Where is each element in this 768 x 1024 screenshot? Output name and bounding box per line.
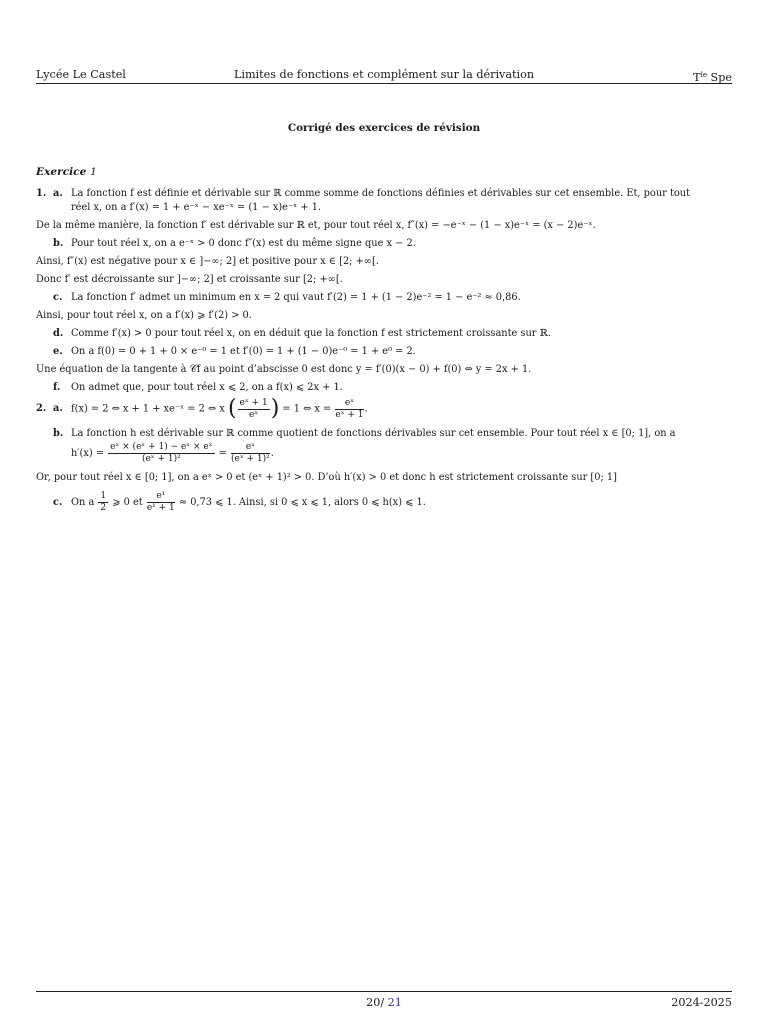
header-school: Lycée Le Castel: [36, 68, 126, 81]
school-year: 2024-2025: [671, 996, 732, 1009]
open-paren: (: [227, 396, 237, 421]
q2-b-line2: h′(x) = $\frac{\text{eˣ × (eˣ + 1) − eˣ × eˣ}}{\text{(eˣ + 1)²}}$ = $\frac{\text{eˣ}}{\text{(eˣ + 1)²}}$ .: [71, 442, 274, 464]
fraction-solution-x: $\frac{\text{eˣ}}{\text{eˣ + 1}}$: [335, 397, 364, 420]
fraction-derivative-h: $\frac{\text{eˣ × (eˣ + 1) − eˣ × eˣ}}{\text{(eˣ + 1)²}}$: [110, 442, 213, 464]
q1-a-line2: réel x, on a f′(x) = 1 + e⁻ˣ − xe⁻ˣ = (1 − x)e⁻ˣ + 1.: [71, 202, 322, 213]
q1-b-line2: Ainsi, f″(x) est négative pour x ∈ ]−∞; 2] et positive pour x ∈ [2; +∞[.: [36, 256, 379, 267]
page-header: [36, 67, 732, 84]
header-class: $T^{le}$ Spe: [693, 71, 732, 84]
fraction-h-of-1: $\frac{\text{e¹}}{\text{e¹ + 1}}$: [146, 491, 175, 513]
page-number: 20/ 21: [366, 996, 402, 1009]
page-title: Corrigé des exercices de révision: [287, 122, 481, 134]
fraction-one-half: $\frac{1}{2}$: [100, 491, 107, 513]
close-paren: ): [270, 396, 280, 421]
q2-b-line3: Or, pour tout réel x ∈ [0; 1], on a eˣ > 0 et (eˣ + 1)² > 0. D’où h′(x) > 0 et donc h est strictement croissante sur [0; 1]: [36, 472, 617, 483]
q1-b-line3: Donc f′ est décroissante sur ]−∞; 2] et croissante sur [2; +∞[.: [36, 274, 343, 285]
fraction-derivative-h-simplified: $\frac{\text{eˣ}}{\text{(eˣ + 1)²}}$: [231, 442, 270, 464]
q1-c-line2: Ainsi, pour tout réel x, on a f′(x) ⩾ f′(2) > 0.: [36, 310, 252, 321]
page-footer: [36, 991, 732, 1014]
fraction-ex-plus-1-over-ex: $\frac{\text{eˣ + 1}}{\text{eˣ}}$: [239, 397, 268, 420]
q2-a-text-start: f(x) = 2 ⇔ x + 1 + xe⁻ˣ = 2 ⇔ x: [71, 403, 225, 415]
header-chapter-title: Limites de fonctions et complément sur la dérivation: [233, 68, 535, 81]
q2-a-text-mid: = 1 ⇔ x =: [282, 403, 332, 415]
q1-a-line3: De la même manière, la fonction f′ est dérivable sur ℝ et, pour tout réel x, f″(x) = −e⁻ˣ − (1 − x)e⁻ˣ = (x − 2)e⁻ˣ.: [36, 220, 596, 231]
exercise-heading: Exercice 1: [36, 166, 97, 178]
total-pages-link[interactable]: 21: [384, 996, 402, 1009]
q1-e-line2: Une équation de la tangente à 𝒞f au point d’abscisse 0 est donc y = f′(0)(x − 0) + f(0) ⇔ y = 2x + 1.: [36, 364, 532, 375]
